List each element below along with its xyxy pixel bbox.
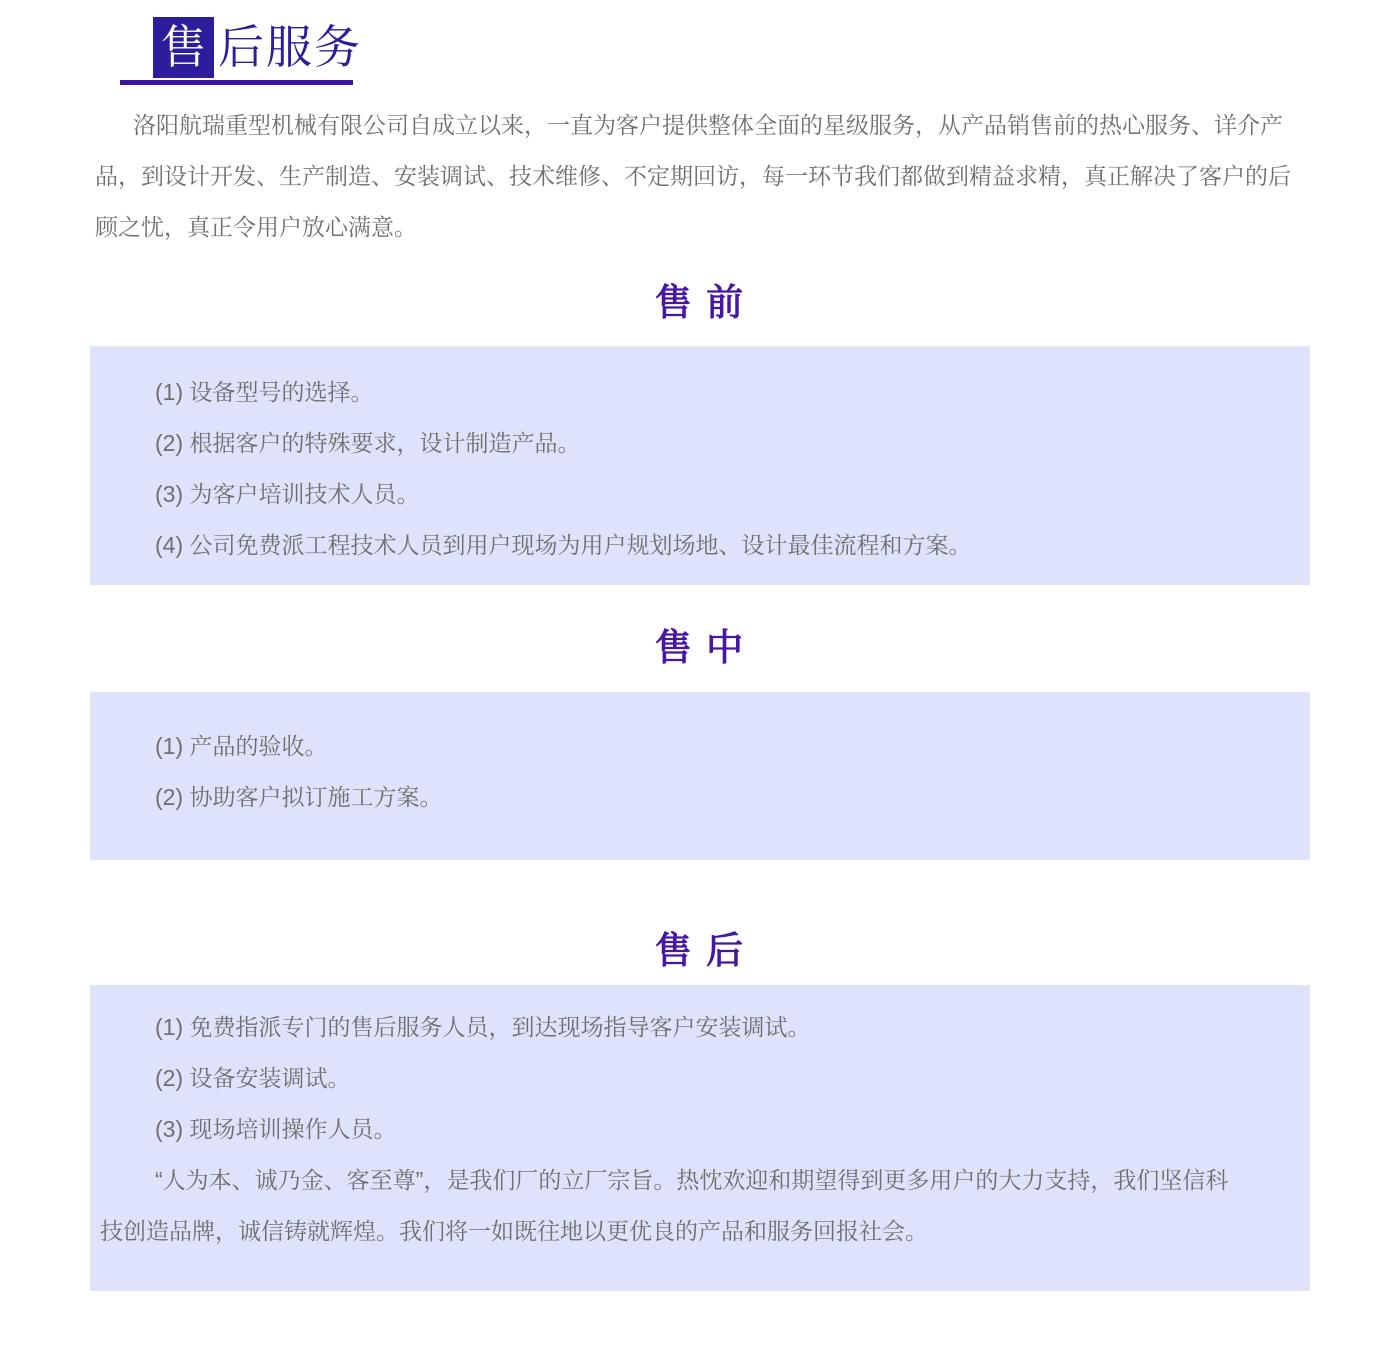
section-heading-midsale: 售 中 (654, 627, 746, 668)
section-heading-presale: 售 前 (654, 282, 746, 323)
page-title (153, 17, 362, 78)
page-title-rest: 后服务 (218, 21, 362, 73)
midsale-box (90, 692, 1310, 860)
closing-paragraph: “人为本、诚乃金、客至尊”，是我们厂的立厂宗旨。热忱欢迎和期望得到更多用户的大力支持，我们坚信科技创造品牌，诚信铸就辉煌。我们将一如既往地以更优良的产品和服务回报社会。 (100, 1167, 1229, 1244)
title-underline-divider (120, 80, 353, 85)
presale-box (90, 346, 1310, 585)
list-item: (1) 设备型号的选择。 (155, 379, 374, 405)
page-title-first-char-badge: 售 (153, 17, 214, 78)
list-item: (3) 为客户培训技术人员。 (155, 481, 420, 507)
list-item: (4) 公司免费派工程技术人员到用户现场为用户规划场地、设计最佳流程和方案。 (155, 532, 972, 558)
list-item: (3) 现场培训操作人员。 (155, 1116, 397, 1142)
list-item: (2) 根据客户的特殊要求，设计制造产品。 (155, 430, 581, 456)
list-item: (2) 设备安装调试。 (155, 1065, 351, 1091)
list-item: (1) 免费指派专门的售后服务人员，到达现场指导客户安装调试。 (155, 1014, 811, 1040)
section-heading-aftersale: 售 后 (654, 930, 746, 971)
list-item: (1) 产品的验收。 (155, 733, 328, 759)
list-item: (2) 协助客户拟订施工方案。 (155, 784, 443, 810)
intro-paragraph: 洛阳航瑞重型机械有限公司自成立以来，一直为客户提供整体全面的星级服务，从产品销售前的热心服务、详介产品，到设计开发、生产制造、安装调试、技术维修、不定期回访，每一环节我们都做到精益求精，真正解决了客户的后顾之忧，真正令用户放心满意。 (95, 112, 1291, 240)
aftersale-box (90, 985, 1310, 1291)
